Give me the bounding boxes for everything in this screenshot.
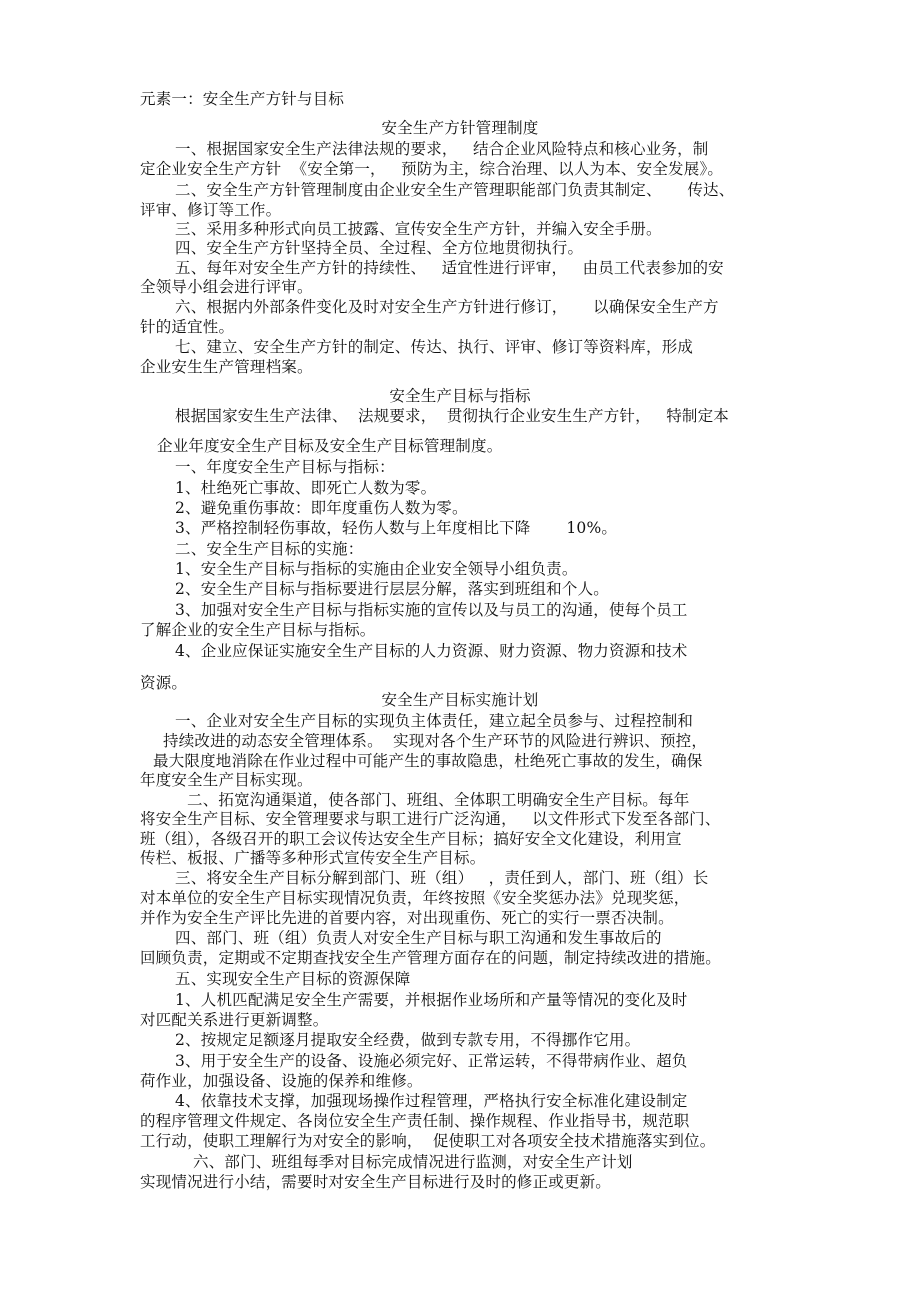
plan-line: 持续改进的动态安全管理体系。 实现对各个生产环节的风险进行辨识、预控，	[163, 732, 708, 750]
targets-line: 根据国家安生生产法律、 法规要求， 贯彻执行企业安生生产方针， 特制定本	[175, 407, 729, 425]
policy-line: 四、安全生产方针坚持全员、全过程、全方位地贯彻执行。	[175, 239, 584, 257]
targets-line: 一、年度安全生产目标与指标：	[175, 458, 395, 476]
plan-line: 二、拓宽沟通渠道，使各部门、班组、全体职工明确安全生产目标。每年	[187, 791, 690, 809]
targets-heading: 安全生产目标与指标	[389, 387, 531, 405]
targets-line: 二、安全生产目标的实施：	[175, 540, 364, 558]
policy-line: 五、每年对安全生产方针的持续性、 适宜性进行评审， 由员工代表参加的安	[175, 259, 724, 277]
plan-line: 传栏、板报、广播等多种形式宣传安全生产目标。	[140, 849, 486, 867]
policy-line: 定企业安全生产方针 《安全第一， 预防为主，综合治理、以人为本、安全发展》。	[140, 160, 724, 178]
plan-line: 并作为安全生产评比先进的首要内容，对出现重伤、死亡的实行一票否决制。	[140, 909, 674, 927]
targets-line: 1、杜绝死亡事故、即死亡人数为零。	[175, 479, 437, 497]
plan-line: 六、部门、班组每季对目标完成情况进行监测，对安全生产计划	[193, 1153, 633, 1171]
plan-line: 实现情况进行小结，需要时对安全生产目标进行及时的修正或更新。	[140, 1173, 612, 1191]
policy-heading: 安全生产方针管理制度	[381, 119, 539, 137]
element-title: 元素一：安全生产方针与目标	[140, 90, 345, 108]
targets-line: 了解企业的安全生产目标与指标。	[140, 621, 376, 639]
policy-line: 全领导小组会进行评审。	[140, 278, 313, 296]
policy-line: 二、安全生产方针管理制度由企业安全生产管理职能部门负责其制定、 传达、	[175, 181, 735, 199]
targets-line: 3、加强对安全生产目标与指标实施的宣传以及与员工的沟通，使每个员工	[175, 601, 688, 619]
policy-line: 针的适宜性。	[140, 318, 235, 336]
plan-line: 三、将安全生产目标分解到部门、班（组） ，责任到人，部门、班（组）长	[175, 869, 709, 887]
targets-line: 3、严格控制轻伤事故，轻伤人数与上年度相比下降 10%。	[175, 519, 618, 537]
targets-line: 1、安全生产目标与指标的实施由企业安全领导小组负责。	[175, 560, 578, 578]
plan-line: 2、按规定足额逐月提取安全经费，做到专款专用，不得挪作它用。	[175, 1031, 641, 1049]
plan-line: 对匹配关系进行更新调整。	[140, 1011, 329, 1029]
plan-line: 四、部门、班（组）负责人对安全生产目标与职工沟通和发生事故后的	[175, 929, 662, 947]
plan-line: 对本单位的安全生产目标实现情况负责，年终按照《安全奖惩办法》兑现奖惩，	[140, 889, 690, 907]
policy-line: 六、根据内外部条件变化及时对安全生产方针进行修订， 以确保安全生产方	[175, 298, 719, 316]
targets-line: 4、企业应保证实施安全生产目标的人力资源、财力资源、物力资源和技术	[175, 642, 688, 660]
policy-line: 评审、修订等工作。	[140, 201, 282, 219]
plan-line: 最大限度地消除在作业过程中可能产生的事故隐患，杜绝死亡事故的发生，确保	[153, 752, 703, 770]
plan-line: 荷作业，加强设备、设施的保养和维修。	[140, 1072, 423, 1090]
policy-line: 三、采用多种形式向员工披露、宣传安全生产方针，并编入安全手册。	[175, 220, 662, 238]
targets-line: 2、安全生产目标与指标要进行层层分解，落实到班组和个人。	[175, 580, 609, 598]
plan-line: 年度安全生产目标实现。	[140, 771, 313, 789]
targets-line: 企业年度安全生产目标及安全生产目标管理制度。	[157, 437, 503, 455]
plan-line: 将安全生产目标、安全管理要求与职工进行广泛沟通， 以文件形式下发至各部门、	[140, 810, 721, 828]
plan-line: 1、人机匹配满足安全生产需要，并根据作业场所和产量等情况的变化及时	[175, 991, 688, 1009]
plan-heading: 安全生产目标实施计划	[381, 691, 539, 709]
plan-line: 3、用于安全生产的设备、设施必须完好、正常运转，不得带病作业、超负	[175, 1052, 688, 1070]
plan-line: 回顾负责，定期或不定期查找安全生产管理方面存在的问题，制定持续改进的措施。	[140, 949, 721, 967]
plan-line: 4、依靠技术支撑，加强现场操作过程管理，严格执行安全标准化建设制定	[175, 1092, 688, 1110]
policy-line: 一、根据国家安全生产法律法规的要求， 结合企业风险特点和核心业务，制	[175, 140, 709, 158]
plan-line: 班（组），各级召开的职工会议传达安全生产目标；搞好安全文化建设，利用宣	[140, 830, 682, 848]
targets-line: 资源。	[140, 674, 188, 692]
policy-line: 企业安生生产管理档案。	[140, 358, 313, 376]
targets-line: 2、避免重伤事故：即年度重伤人数为零。	[175, 499, 468, 517]
plan-line: 一、企业对安全生产目标的实现负主体责任，建立起全员参与、过程控制和	[175, 712, 694, 730]
plan-line: 五、实现安全生产目标的资源保障	[175, 970, 411, 988]
plan-line: 工行动，使职工理解行为对安全的影响， 促使职工对各项安全技术措施落实到位。	[140, 1132, 716, 1150]
policy-line: 七、建立、安全生产方针的制定、传达、执行、评审、修订等资料库，形成	[175, 338, 694, 356]
plan-line: 的程序管理文件规定、各岗位安全生产责任制、操作规程、作业指导书，规范职	[140, 1112, 690, 1130]
